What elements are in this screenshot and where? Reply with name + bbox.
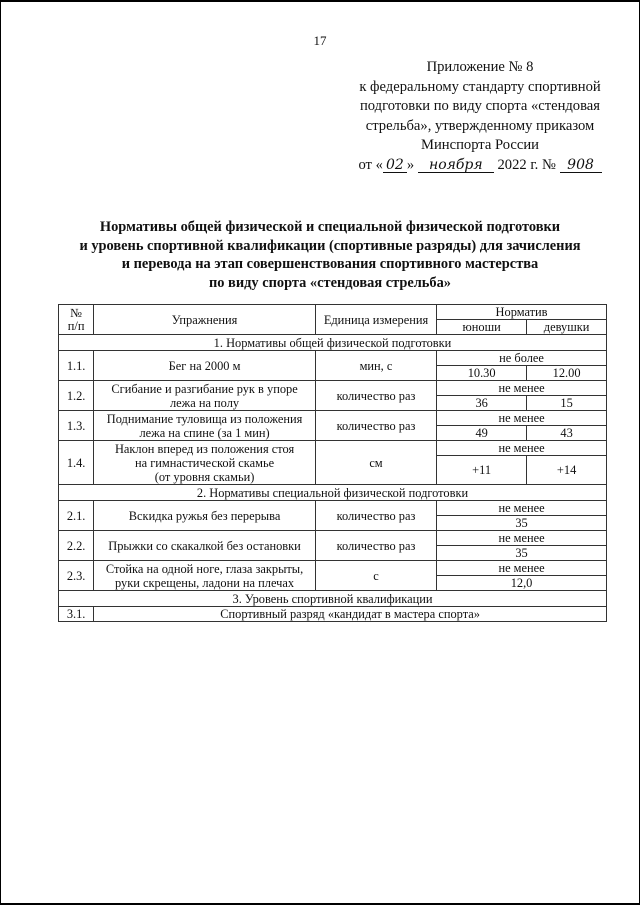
row-value: 12,0	[437, 576, 607, 591]
row-num: 1.1.	[59, 351, 94, 381]
row-unit: количество раз	[315, 501, 436, 531]
exercise-line: лежа на полу	[169, 395, 240, 410]
row-condition: не менее	[437, 441, 607, 456]
row-exercise: Вскидка ружья без перерыва	[94, 501, 316, 531]
table-row	[59, 441, 607, 456]
row-condition: не более	[437, 351, 607, 366]
appendix-line: стрельба», утвержденному приказом	[365, 117, 595, 134]
row-condition: не менее	[437, 411, 607, 426]
exercise-line: руки скрещены, ладони на плечах	[115, 575, 295, 590]
appendix-header	[330, 58, 630, 175]
exercise-line: (от уровня скамьи)	[154, 469, 255, 484]
row-value: 35	[437, 546, 607, 561]
handwritten-month: ноября	[418, 158, 494, 173]
document-title	[40, 218, 620, 292]
row-condition: не менее	[437, 381, 607, 396]
table-row	[59, 381, 607, 396]
section-title: 2. Нормативы специальной физической подготовки	[59, 485, 607, 501]
row-condition: не менее	[437, 561, 607, 576]
exercise-line: Сгибание и разгибание рук в упоре	[111, 381, 298, 396]
row-num: 3.1.	[59, 607, 94, 622]
row-unit: количество раз	[315, 381, 436, 411]
row-num: 2.3.	[59, 561, 94, 591]
row-unit: количество раз	[315, 411, 436, 441]
row-unit: см	[315, 441, 436, 485]
section-row	[59, 591, 607, 607]
row-female-value: 43	[527, 426, 607, 441]
exercise-line: Поднимание туловища из положения	[106, 411, 303, 426]
header-num-text: № п/п	[67, 305, 85, 333]
title-line: и уровень спортивной квалификации (спортивные разряды) для зачисления	[79, 237, 581, 254]
row-num: 1.2.	[59, 381, 94, 411]
row-exercise: Бег на 2000 м	[94, 351, 316, 381]
exercise-line: Стойка на одной ноге, глаза закрыты,	[105, 561, 304, 576]
row-qualification: Спортивный разряд «кандидат в мастера спорта»	[94, 607, 607, 622]
row-value: 35	[437, 516, 607, 531]
header-num	[59, 305, 94, 335]
table-row	[59, 531, 607, 546]
row-unit: мин, с	[315, 351, 436, 381]
header-male: юноши	[437, 320, 527, 335]
row-exercise	[94, 561, 316, 591]
row-condition: не менее	[437, 531, 607, 546]
exercise-line: на гимнастической скамье	[134, 455, 275, 470]
row-male-value: 49	[437, 426, 527, 441]
section-row	[59, 335, 607, 351]
date-mid: »	[406, 156, 415, 173]
row-num: 1.3.	[59, 411, 94, 441]
row-exercise	[94, 381, 316, 411]
exercise-line: лежа на спине (за 1 мин)	[139, 425, 270, 440]
row-female-value: 15	[527, 396, 607, 411]
header-female: девушки	[527, 320, 607, 335]
table-row	[59, 607, 607, 622]
date-year: 2022 г. №	[497, 156, 556, 173]
norms-table	[58, 304, 607, 622]
row-male-value: +11	[437, 456, 527, 485]
page-number: 17	[313, 33, 327, 48]
row-condition: не менее	[437, 501, 607, 516]
row-num: 1.4.	[59, 441, 94, 485]
title-line: и перевода на этап совершенствования спортивного мастерства	[121, 256, 539, 272]
table-row	[59, 561, 607, 576]
row-male-value: 10.30	[437, 366, 527, 381]
table-row	[59, 411, 607, 426]
header-unit: Единица измерения	[315, 305, 436, 335]
handwritten-order-number: 908	[560, 158, 602, 173]
appendix-date-line	[330, 156, 630, 176]
row-exercise: Прыжки со скакалкой без остановки	[94, 531, 316, 561]
row-female-value: +14	[527, 456, 607, 485]
table-header-row	[59, 305, 607, 320]
title-line: по виду спорта «стендовая стрельба»	[208, 274, 452, 291]
row-unit: с	[315, 561, 436, 591]
title-line: Нормативы общей физической и специальной физической подготовки	[99, 219, 561, 235]
row-num: 2.2.	[59, 531, 94, 561]
appendix-line: Минспорта России	[421, 137, 539, 153]
header-exercise: Упражнения	[94, 305, 316, 335]
appendix-line: Приложение № 8	[426, 59, 534, 75]
table-row	[59, 351, 607, 366]
row-female-value: 12.00	[527, 366, 607, 381]
exercise-line: Наклон вперед из положения стоя	[114, 441, 295, 456]
section-title: 3. Уровень спортивной квалификации	[59, 591, 607, 607]
date-prefix: от «	[358, 156, 383, 173]
row-exercise	[94, 441, 316, 485]
handwritten-day: 02	[383, 158, 407, 173]
header-norm: Норматив	[437, 305, 607, 320]
row-unit: количество раз	[315, 531, 436, 561]
appendix-line: подготовки по виду спорта «стендовая	[359, 98, 600, 114]
table-row	[59, 501, 607, 516]
section-title: 1. Нормативы общей физической подготовки	[59, 335, 607, 351]
appendix-line: к федеральному стандарту спортивной	[359, 78, 601, 95]
section-row	[59, 485, 607, 501]
row-exercise	[94, 411, 316, 441]
row-num: 2.1.	[59, 501, 94, 531]
row-male-value: 36	[437, 396, 527, 411]
